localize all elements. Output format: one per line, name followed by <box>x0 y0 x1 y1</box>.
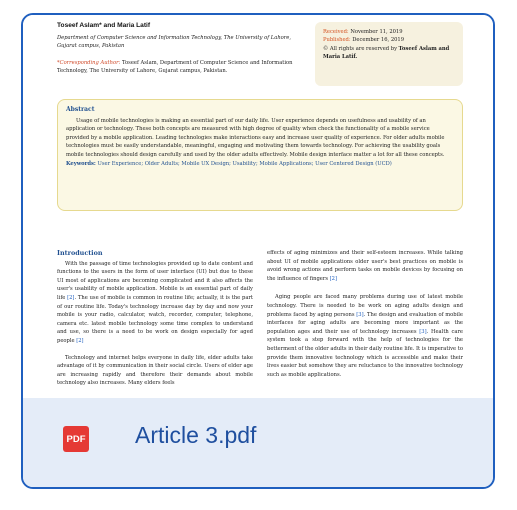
corr-label: *Corresponding Author: <box>57 60 121 66</box>
doc-authors: Toseef Aslam* and Maria Latif <box>57 22 151 29</box>
col2-paragraph-1 <box>267 249 463 283</box>
col1-p1-text-b: . The use of mobile is common in routine life; actually, it is the part of our routine life. Today's technology increase day by day and now your mobile is your radio, calculator, watch, recorder, computer, telephone, camera etc. latest mobile technology some time complex to understand and use, so there is a need to be work on design especially for aged people <box>57 294 253 344</box>
ref-link: [2] <box>67 294 75 301</box>
col2-paragraph-2 <box>267 293 463 379</box>
published-line <box>323 36 455 44</box>
doc-abstract <box>57 99 463 211</box>
keywords-label: Keywords: <box>66 160 96 167</box>
col2-p2-text-a: Aging people are faced many problems during use of latest mobile technology. There is needed to be work on aging adults design and problems faced by aging persons <box>267 294 463 318</box>
ref-link: [2] <box>329 275 338 282</box>
rights-prefix: © All rights are reserved by <box>323 45 399 52</box>
abstract-text: Usage of mobile technologies is making an essential part of our daily life. User experience depends on usefulness and usability of an application or technology. These both concepts are measured with high degree of quality when check the functionality of a mobile service provided by a mobile application. Leading technologies make interactions easy and increase user quality of experience. For older adults mobile technologies must be easily understandable, meaningful, engaging and motivating them towards technology. For achieving the usability goals mobile technologies should design carefully and used by the older adults effectively. Mobile design interface matter a lot for all these concepts. <box>66 117 445 158</box>
pdf-file-icon: PDF <box>63 426 89 452</box>
corr-text: Toseef Aslam, Department of Computer Science and Information Technology, The University of Lahore, Gujarat campus, Pakistan. <box>57 60 293 75</box>
intro-heading: Introduction <box>57 249 103 257</box>
doc-corresponding-author <box>57 59 307 75</box>
rights-holder: Toseef Aslam and Maria Latif. <box>323 45 450 61</box>
col1-p1-text-a: With the passage of time technologies provided up to date content and functions to the users in the form of user interface (UI) but due to these UI most of applications are becoming complicated and it also affects the user's usability of mobile application. Mobile is an essential part of daily life <box>57 260 253 301</box>
received-label: Received: <box>323 29 349 35</box>
abstract-keywords <box>66 160 454 169</box>
col1-paragraph-2: Technology and internet helps everyone in daily life, elder adults take advantage of it by communication in their social circle. Users of elder age are increasing rapidly and therefore their demands about mobile technology also increases. Many elders feels <box>57 354 253 387</box>
col2-p2-text-c: . Health care system took a step forward with the help of technologies for the betterment of the older adults in their daily routine life. It is imperative to provide them innovative technology which is accessible and make their lives easier but somehow they are reluctance to the innovative technology such as mobile applications. <box>267 328 463 378</box>
published-label: Published: <box>323 37 351 44</box>
file-name[interactable]: Article 3.pdf <box>135 422 257 448</box>
ref-link: [3] <box>419 328 427 335</box>
ref-link: [3] <box>356 311 364 318</box>
keywords-text: User Experience; Older Adults; Mobile UX Design; Usability; Mobile Applications; User Centered Design (UCD) <box>95 160 392 167</box>
col2-p1-text-a: effects of aging minimizes and their self-esteem increases. While talking about UI of mobile applications older user's best practices on mobile is avoid wrong actions and perform tasks on mobile devices by focusing on the influence of fingers <box>267 250 463 282</box>
doc-column-right <box>267 249 463 385</box>
received-date: November 11, 2019 <box>348 29 403 35</box>
doc-affiliation: Department of Computer Science and Information Technology, The University of Lahore, Gujarat campus, Pakistan <box>57 35 291 50</box>
col2-p2-text-b: . The design and evaluation of mobile interfaces for aging adults are becoming more important as the population ages and their use of technology increases <box>267 311 463 335</box>
doc-info-box <box>315 22 463 86</box>
ref-link: [2] <box>76 337 84 344</box>
col1-paragraph-1 <box>57 260 253 346</box>
rights-line <box>323 45 455 62</box>
pdf-preview[interactable] <box>23 15 493 398</box>
doc-column-left <box>57 249 253 394</box>
file-card[interactable] <box>21 13 495 489</box>
received-line <box>323 28 455 36</box>
abstract-heading: Abstract <box>66 106 95 113</box>
published-date: December 16, 2019 <box>350 37 405 44</box>
file-footer[interactable] <box>23 398 493 487</box>
